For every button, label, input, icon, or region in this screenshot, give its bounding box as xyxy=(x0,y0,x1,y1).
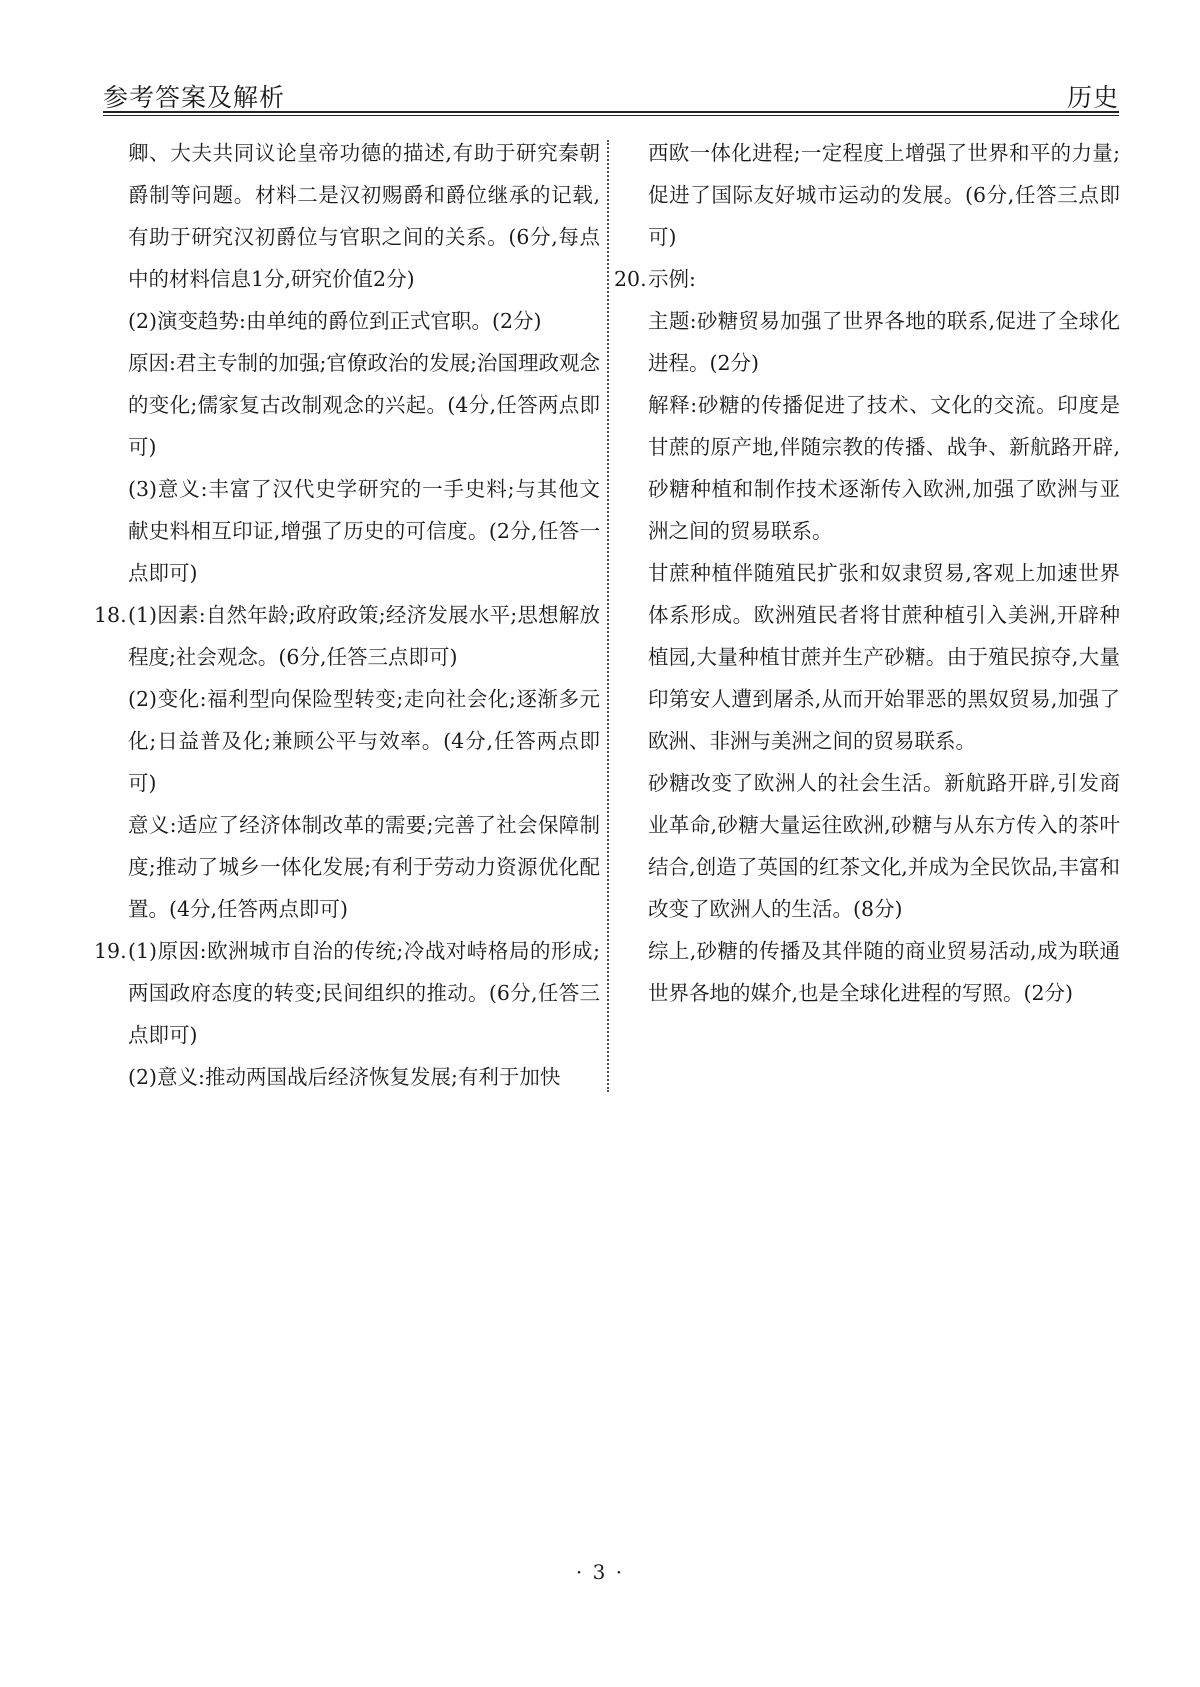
question-number-19: 19. xyxy=(94,939,127,963)
answer-18-2: (2)变化:福利型向保险型转变;走向社会化;逐渐多元化;日益普及化;兼顾公平与效率。(4分,任答两点即可) xyxy=(128,687,600,795)
header-rule xyxy=(103,111,1119,113)
answer-17-3: (3)意义:丰富了汉代史学研究的一手史料;与其他文献史料相互印证,增强了历史的可信度。(2分,任答一点即可) xyxy=(128,477,600,585)
answer-20-summary: 综上,砂糖的传播及其伴随的商业贸易活动,成为联通世界各地的媒介,也是全球化进程的写照。(2分) xyxy=(648,939,1120,1005)
answer-20-head xyxy=(614,258,1120,300)
header-title: 参考答案及解析 xyxy=(103,83,286,112)
answer-20-theme: 主题:砂糖贸易加强了世界各地的联系,促进了全球化进程。(2分) xyxy=(648,309,1120,375)
answer-19-2-continuation: 西欧一体化进程;一定程度上增强了世界和平的力量;促进了国际友好城市运动的发展。(6分,任答三点即可) xyxy=(648,141,1120,249)
question-number-18: 18. xyxy=(94,603,127,627)
answer-20-head-text: 示例: xyxy=(648,267,696,291)
answer-18-1-text: (1)因素:自然年龄;政府政策;经济发展水平;思想解放程度;社会观念。(6分,任答三点即可) xyxy=(128,603,600,669)
answer-20-para-2: 甘蔗种植伴随殖民扩张和奴隶贸易,客观上加速世界体系形成。欧洲殖民者将甘蔗种植引入美洲,开辟种植园,大量种植甘蔗并生产砂糖。由于殖民掠夺,大量印第安人遭到屠杀,从而开始罪恶的黑奴贸易,加强了欧洲、非洲与美洲之间的贸易联系。 xyxy=(648,561,1120,753)
left-column xyxy=(94,132,600,1098)
answer-19-2: (2)意义:推动两国战后经济恢复发展;有利于加快 xyxy=(128,1065,561,1089)
answer-20-para-3: 砂糖改变了欧洲人的社会生活。新航路开辟,引发商业革命,砂糖大量运往欧洲,砂糖与从东方传入的茶叶结合,创造了英国的红茶文化,并成为全民饮品,丰富和改变了欧洲人的生活。(8分) xyxy=(648,771,1120,921)
answer-17-2-reason: 原因:君主专制的加强;官僚政治的发展;治国理政观念的变化;儒家复古改制观念的兴起。(4分,任答两点即可) xyxy=(128,351,600,459)
answer-17-continuation: 卿、大夫共同议论皇帝功德的描述,有助于研究秦朝爵制等问题。材料二是汉初赐爵和爵位继承的记载,有助于研究汉初爵位与官职之间的关系。(6分,每点中的材料信息1分,研究价值2分) xyxy=(128,141,600,291)
header-rule-thin xyxy=(103,115,1119,116)
header-subject: 历史 xyxy=(1066,83,1119,112)
answer-19-1 xyxy=(94,930,600,1056)
column-divider xyxy=(607,140,609,1092)
answer-17-2: (2)演变趋势:由单纯的爵位到正式官职。(2分) xyxy=(128,309,542,333)
right-column xyxy=(614,132,1120,1014)
answer-20-explain: 解释:砂糖的传播促进了技术、文化的交流。印度是甘蔗的原产地,伴随宗教的传播、战争、新航路开辟,砂糖种植和制作技术逐渐传入欧洲,加强了欧洲与亚洲之间的贸易联系。 xyxy=(648,393,1120,543)
answer-18-1 xyxy=(94,594,600,678)
page-header xyxy=(103,72,1119,116)
question-number-20: 20. xyxy=(614,267,647,291)
page-number: · 3 · xyxy=(575,1560,625,1584)
answer-18-2-meaning: 意义:适应了经济体制改革的需要;完善了社会保障制度;推动了城乡一体化发展;有利于劳动力资源优化配置。(4分,任答两点即可) xyxy=(128,813,600,921)
answer-19-1-text: (1)原因:欧洲城市自治的传统;冷战对峙格局的形成;两国政府态度的转变;民间组织的推动。(6分,任答三点即可) xyxy=(128,939,600,1047)
